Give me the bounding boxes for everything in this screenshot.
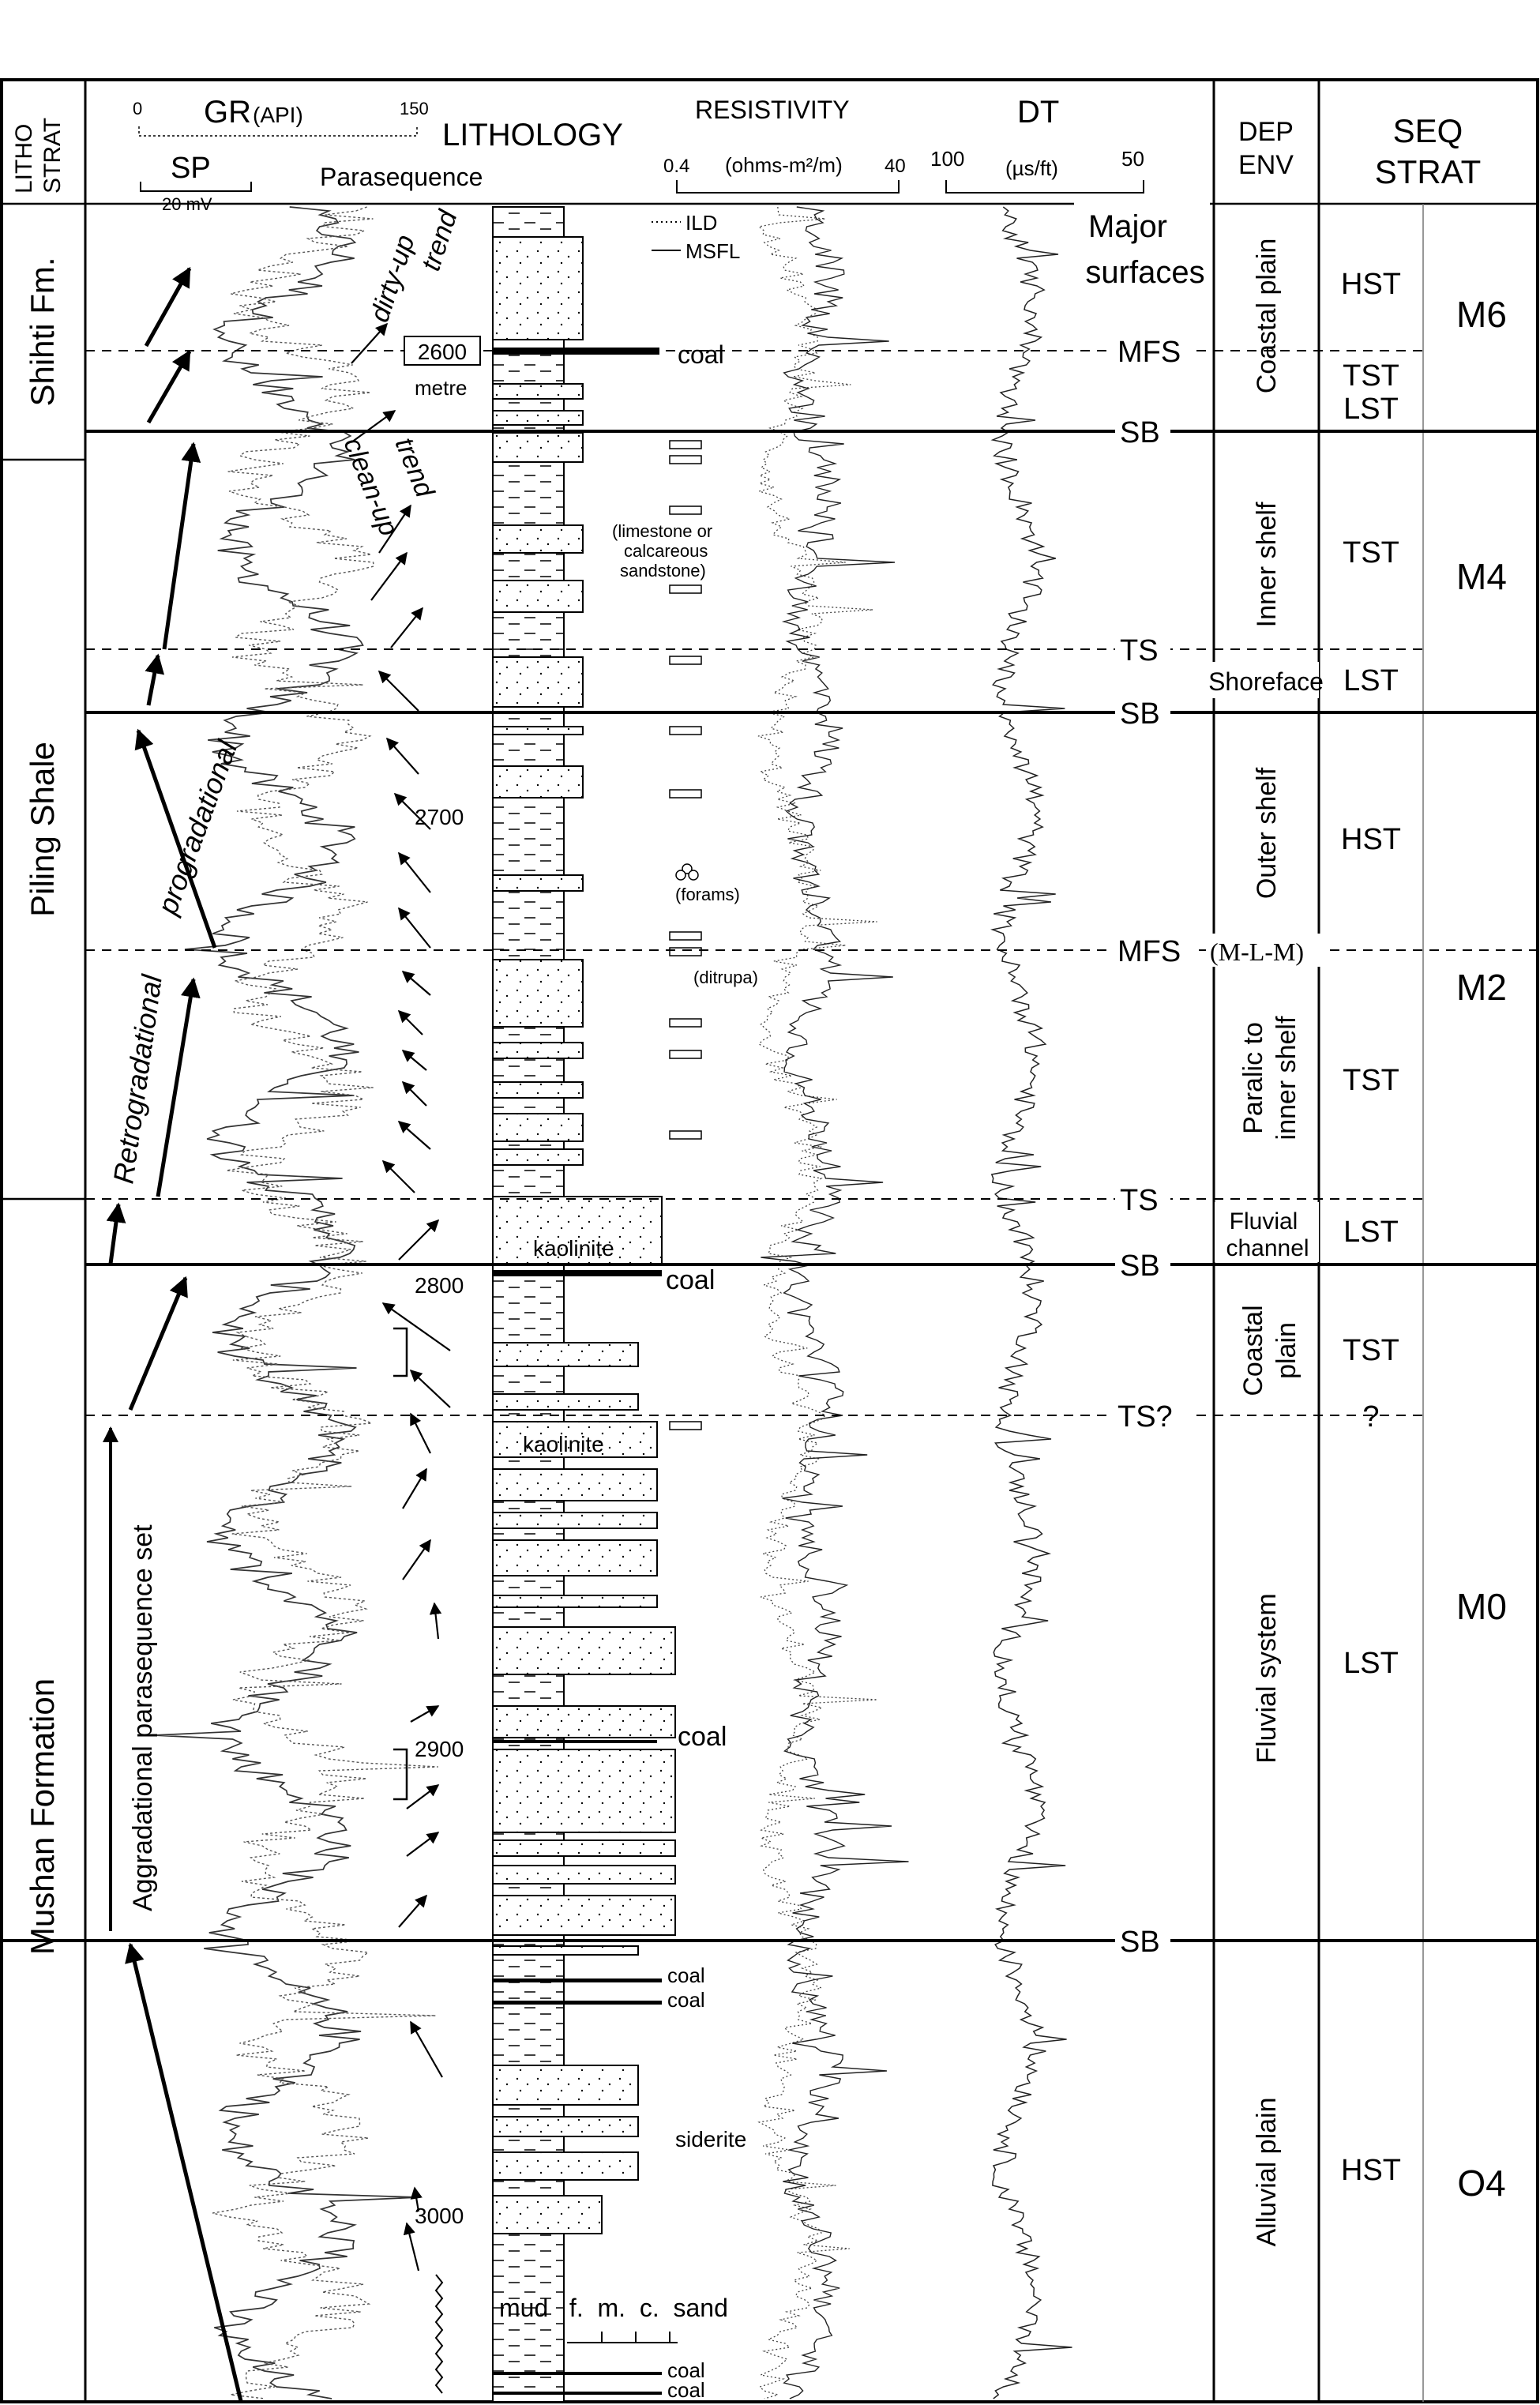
tract-tst-m6: TST — [1343, 359, 1399, 393]
sequence-m0: M0 — [1456, 1586, 1507, 1627]
limestone-symbol — [670, 1422, 701, 1430]
coal-bed — [493, 1740, 657, 1743]
dep-env-paralic-2: inner shelf — [1271, 1016, 1301, 1140]
retrogradational-label: Retrogradational — [107, 972, 168, 1186]
dt-curve — [992, 207, 1072, 2399]
parasequence-arrow — [399, 908, 430, 948]
litho-strat-header-2: STRAT — [39, 117, 66, 194]
sand-bed — [493, 2117, 638, 2136]
surface-label-mfs-upper: MFS — [1117, 336, 1181, 369]
limestone-label-3: sandstone) — [620, 561, 706, 581]
parasequence-arrows — [111, 269, 450, 2401]
formation-shihti: Shihti Fm. — [24, 257, 61, 407]
coal-label-1: coal — [678, 340, 724, 369]
progradational-label: progradational — [150, 736, 244, 919]
coal-bed — [493, 2372, 662, 2375]
depth-label-2800: 2800 — [415, 1273, 464, 1298]
ditrupa-label: (ditrupa) — [693, 968, 758, 987]
surface-label-sb-4: SB — [1120, 1926, 1160, 1959]
dt-header: DT — [1017, 95, 1060, 130]
parasequence-arrow — [391, 608, 423, 648]
sand-bed — [493, 657, 583, 707]
limestone-symbol — [670, 656, 701, 664]
dep-env-inner-shelf: Inner shelf — [1252, 502, 1282, 628]
sand-bed — [493, 1866, 675, 1884]
parasequence-header: Parasequence — [320, 163, 483, 191]
dep-env-column — [1178, 239, 1324, 2247]
dirty-up-trend-label: trend — [415, 207, 464, 275]
coal-bed — [493, 2001, 662, 2005]
dep-env-header-2: ENV — [1238, 150, 1294, 180]
parasequence-set-arrow — [148, 351, 190, 423]
depth-label-3000: 3000 — [415, 2204, 464, 2228]
limestone-label: (limestone or — [612, 521, 713, 541]
sand-bed — [493, 1082, 583, 1098]
clean-up-label: clean-up — [337, 433, 404, 540]
tract-unknown: ? — [1362, 1400, 1380, 1434]
limestone-symbol — [670, 1019, 701, 1027]
sand-bed — [493, 411, 583, 425]
limestone-symbol — [670, 790, 701, 798]
gr-max-tick: 150 — [400, 99, 429, 118]
sand-bed — [493, 1043, 583, 1058]
parasequence-arrow — [383, 1161, 415, 1193]
header-row — [11, 95, 1481, 214]
sp-curve — [212, 207, 438, 2399]
aggradational-label: Aggradational parasequence set — [128, 1524, 158, 1911]
parasequence-arrow — [407, 1832, 438, 1856]
formation-labels — [24, 257, 61, 1955]
sequence-m6: M6 — [1456, 294, 1507, 335]
log-legend — [652, 201, 1210, 296]
coal-label-4: coal — [667, 1963, 705, 1987]
surface-label-ts-2: TS — [1120, 1184, 1159, 1217]
sand-bed — [493, 1946, 638, 1955]
surface-label-sb-1: SB — [1120, 416, 1160, 449]
sand-bed — [493, 727, 583, 735]
res-min-tick: 0.4 — [663, 156, 690, 177]
gr-min-tick: 0 — [133, 99, 143, 118]
kaolinite-label-1: kaolinite — [533, 1236, 614, 1261]
sand-bed — [493, 1627, 675, 1674]
depth-label-2700: 2700 — [415, 805, 464, 829]
litho-strat-header: LITHO — [11, 123, 37, 194]
tract-tst-m4: TST — [1343, 536, 1399, 569]
clean-up-trend-label: trend — [389, 433, 440, 502]
surface-label-sb-2: SB — [1120, 697, 1160, 731]
coal-label-6: coal — [667, 2358, 705, 2382]
sand-bed — [493, 1149, 583, 1165]
coal-label-5: coal — [667, 1988, 705, 2012]
sand-bed — [493, 1513, 657, 1528]
grain-size-ticks — [567, 2332, 678, 2343]
lithology-header: LITHOLOGY — [442, 118, 623, 152]
sand-bed — [493, 1394, 638, 1410]
sand-bed — [493, 2152, 638, 2180]
tract-lst-m4: LST — [1343, 664, 1399, 697]
limestone-symbol — [670, 948, 701, 956]
dt-min-tick: 100 — [930, 147, 965, 171]
coal-label-2: coal — [666, 1265, 716, 1295]
surface-labels — [1112, 332, 1327, 1959]
bracket-icon — [393, 1328, 407, 1376]
sequence-o4: O4 — [1457, 2163, 1506, 2204]
sand-bed — [493, 1114, 583, 1141]
foram-symbol — [689, 870, 698, 880]
res-unit: (ohms-m²/m) — [725, 153, 843, 177]
limestone-symbol — [670, 585, 701, 593]
parasequence-arrow — [411, 1706, 438, 1722]
sand-bed — [493, 1469, 657, 1501]
surface-label-ts-q: TS? — [1117, 1400, 1173, 1434]
parasequence-arrow — [399, 1220, 438, 1260]
coal-bed — [493, 1270, 662, 1276]
gr-unit: (API) — [253, 103, 303, 127]
dt-unit: (µs/ft) — [1005, 156, 1058, 180]
sand-bed — [493, 525, 583, 553]
surface-label-mfs-2: MFS — [1117, 935, 1181, 968]
dep-env-coastal-plain-upper: Coastal plain — [1252, 238, 1282, 394]
parasequence-arrow — [407, 1785, 438, 1809]
dep-env-fluvial-channel: Fluvial — [1229, 1208, 1298, 1234]
dep-env-alluvial-plain: Alluvial plain — [1252, 2097, 1282, 2247]
kaolinite-label-2: kaolinite — [523, 1432, 604, 1456]
parasequence-arrow — [399, 1011, 423, 1035]
dep-env-coastal-2: plain — [1271, 1322, 1301, 1379]
sand-bed — [493, 766, 583, 798]
sand-bed — [493, 1706, 675, 1738]
sp-label: SP — [171, 152, 211, 185]
sand-bed — [493, 1840, 675, 1856]
limestone-symbol — [670, 441, 701, 449]
res-max-tick: 40 — [885, 156, 906, 177]
limestone-symbol — [670, 932, 701, 940]
sand-bed — [493, 2065, 638, 2105]
sand-bed — [493, 581, 583, 612]
parasequence-set-arrow — [111, 1204, 118, 1264]
res-msfl-curve — [761, 207, 908, 2399]
tract-tst-m2: TST — [1343, 1064, 1399, 1097]
res-scale-bar — [677, 180, 899, 193]
limestone-symbol — [670, 456, 701, 464]
formation-piling: Piling Shale — [24, 742, 61, 917]
limestone-label-2: calcareous — [624, 541, 708, 561]
tract-lst-m2: LST — [1343, 1216, 1399, 1249]
dep-env-coastal: Coastal — [1238, 1305, 1268, 1396]
mlm-label: (M-L-M) — [1210, 938, 1305, 966]
dep-env-fluvial-channel-2: channel — [1226, 1235, 1309, 1261]
tract-tst-m0: TST — [1343, 1334, 1399, 1367]
res-ild-curve — [758, 207, 877, 2399]
parasequence-arrow — [371, 553, 407, 600]
limestone-symbol — [670, 506, 701, 514]
major-surfaces-label: Major — [1087, 209, 1168, 244]
coal-label-3: coal — [678, 1722, 727, 1752]
parasequence-set-arrow — [130, 1278, 186, 1410]
resistivity-header: RESISTIVITY — [695, 96, 850, 124]
surface-label-ts-1: TS — [1120, 634, 1159, 667]
sand-bed — [493, 1595, 657, 1607]
parasequence-arrow — [411, 2022, 442, 2077]
tract-lst-m6: LST — [1343, 393, 1399, 426]
dep-env-header: DEP — [1238, 117, 1294, 147]
coal-label-7: coal — [667, 2378, 705, 2402]
tract-hst-m2: HST — [1341, 823, 1401, 856]
foram-symbol — [676, 870, 685, 880]
sand-bed — [493, 384, 583, 399]
bracket-icon — [393, 1749, 407, 1799]
parasequence-set-arrow — [148, 656, 158, 705]
forams-label: (forams) — [675, 885, 740, 904]
tract-hst-m6: HST — [1341, 268, 1401, 301]
dt-scale-bar — [946, 180, 1144, 193]
tract-lst-m0: LST — [1343, 1647, 1399, 1680]
depth-labels — [404, 336, 480, 2228]
parasequence-arrow — [387, 738, 419, 774]
dep-env-outer-shelf: Outer shelf — [1252, 767, 1282, 900]
dep-env-shoreface: Shoreface — [1208, 667, 1324, 696]
dep-env-fluvial-system: Fluvial system — [1252, 1593, 1282, 1764]
trend-labels — [107, 206, 464, 1911]
grain-size-scale: mud f. m. c. sand — [499, 2294, 728, 2322]
sand-bed — [493, 1343, 638, 1366]
sand-bed — [493, 960, 583, 1027]
surface-label-sb-3: SB — [1120, 1249, 1160, 1283]
parasequence-arrow — [403, 1540, 430, 1580]
parasequence-arrow — [379, 671, 419, 711]
parasequence-set-arrow — [146, 269, 190, 346]
parasequence-set-arrow — [164, 444, 193, 649]
parasequence-arrow — [407, 2223, 419, 2271]
legend-ild: ILD — [685, 211, 718, 235]
sand-bed — [493, 875, 583, 891]
gr-scale-bar — [139, 126, 417, 136]
surface-lines — [2, 351, 1538, 1941]
sequence-m4: M4 — [1456, 556, 1507, 597]
gr-label: GR — [204, 95, 251, 130]
coal-bed — [493, 1978, 662, 1982]
sand-bed — [493, 2196, 602, 2234]
limestone-symbol — [670, 727, 701, 735]
sand-bed — [493, 237, 583, 340]
parasequence-arrow — [399, 853, 430, 892]
dirty-up-label: dirty-up — [364, 231, 421, 326]
parasequence-arrow — [403, 971, 430, 995]
parasequence-arrow — [403, 1082, 426, 1106]
legend-msfl: MSFL — [685, 239, 741, 263]
tract-hst-o4: HST — [1341, 2154, 1401, 2187]
parasequence-arrow — [383, 1303, 450, 1351]
depth-label-2900: 2900 — [415, 1737, 464, 1761]
parasequence-arrow — [399, 1122, 430, 1149]
limestone-symbol — [670, 1131, 701, 1139]
parasequence-arrow — [434, 1603, 438, 1639]
parasequence-arrow — [411, 1414, 430, 1453]
parasequence-arrow — [403, 1469, 426, 1509]
sand-bed — [493, 1749, 675, 1832]
sand-bed — [493, 433, 583, 462]
sp-scale-text: 20 mV — [162, 194, 212, 214]
parasequence-arrow — [403, 1050, 426, 1070]
parasequence-arrow — [399, 1896, 426, 1927]
sequence-m2: M2 — [1456, 967, 1507, 1008]
unconformity-symbol — [436, 2275, 442, 2393]
sand-bed — [493, 1540, 657, 1576]
sequences — [1456, 294, 1507, 2204]
parasequence-arrow — [411, 1370, 450, 1407]
major-surfaces-label-2: surfaces — [1085, 255, 1205, 290]
seq-strat-header-2: STRAT — [1374, 153, 1482, 190]
sand-bed — [493, 1896, 675, 1935]
systems-tracts — [1341, 268, 1401, 2187]
dt-max-tick: 50 — [1121, 147, 1144, 171]
formation-mushan: Mushan Formation — [24, 1678, 61, 1956]
parasequence-set-arrow — [130, 1945, 241, 2401]
dep-env-paralic: Paralic to — [1238, 1022, 1268, 1134]
siderite-label: siderite — [675, 2127, 747, 2151]
limestone-symbol — [670, 1050, 701, 1058]
seq-strat-header: SEQ — [1392, 112, 1463, 149]
parasequence-arrow — [351, 324, 387, 363]
coal-bed — [493, 2392, 662, 2395]
metre-label: metre — [415, 376, 468, 400]
depth-label-2600: 2600 — [417, 340, 468, 364]
